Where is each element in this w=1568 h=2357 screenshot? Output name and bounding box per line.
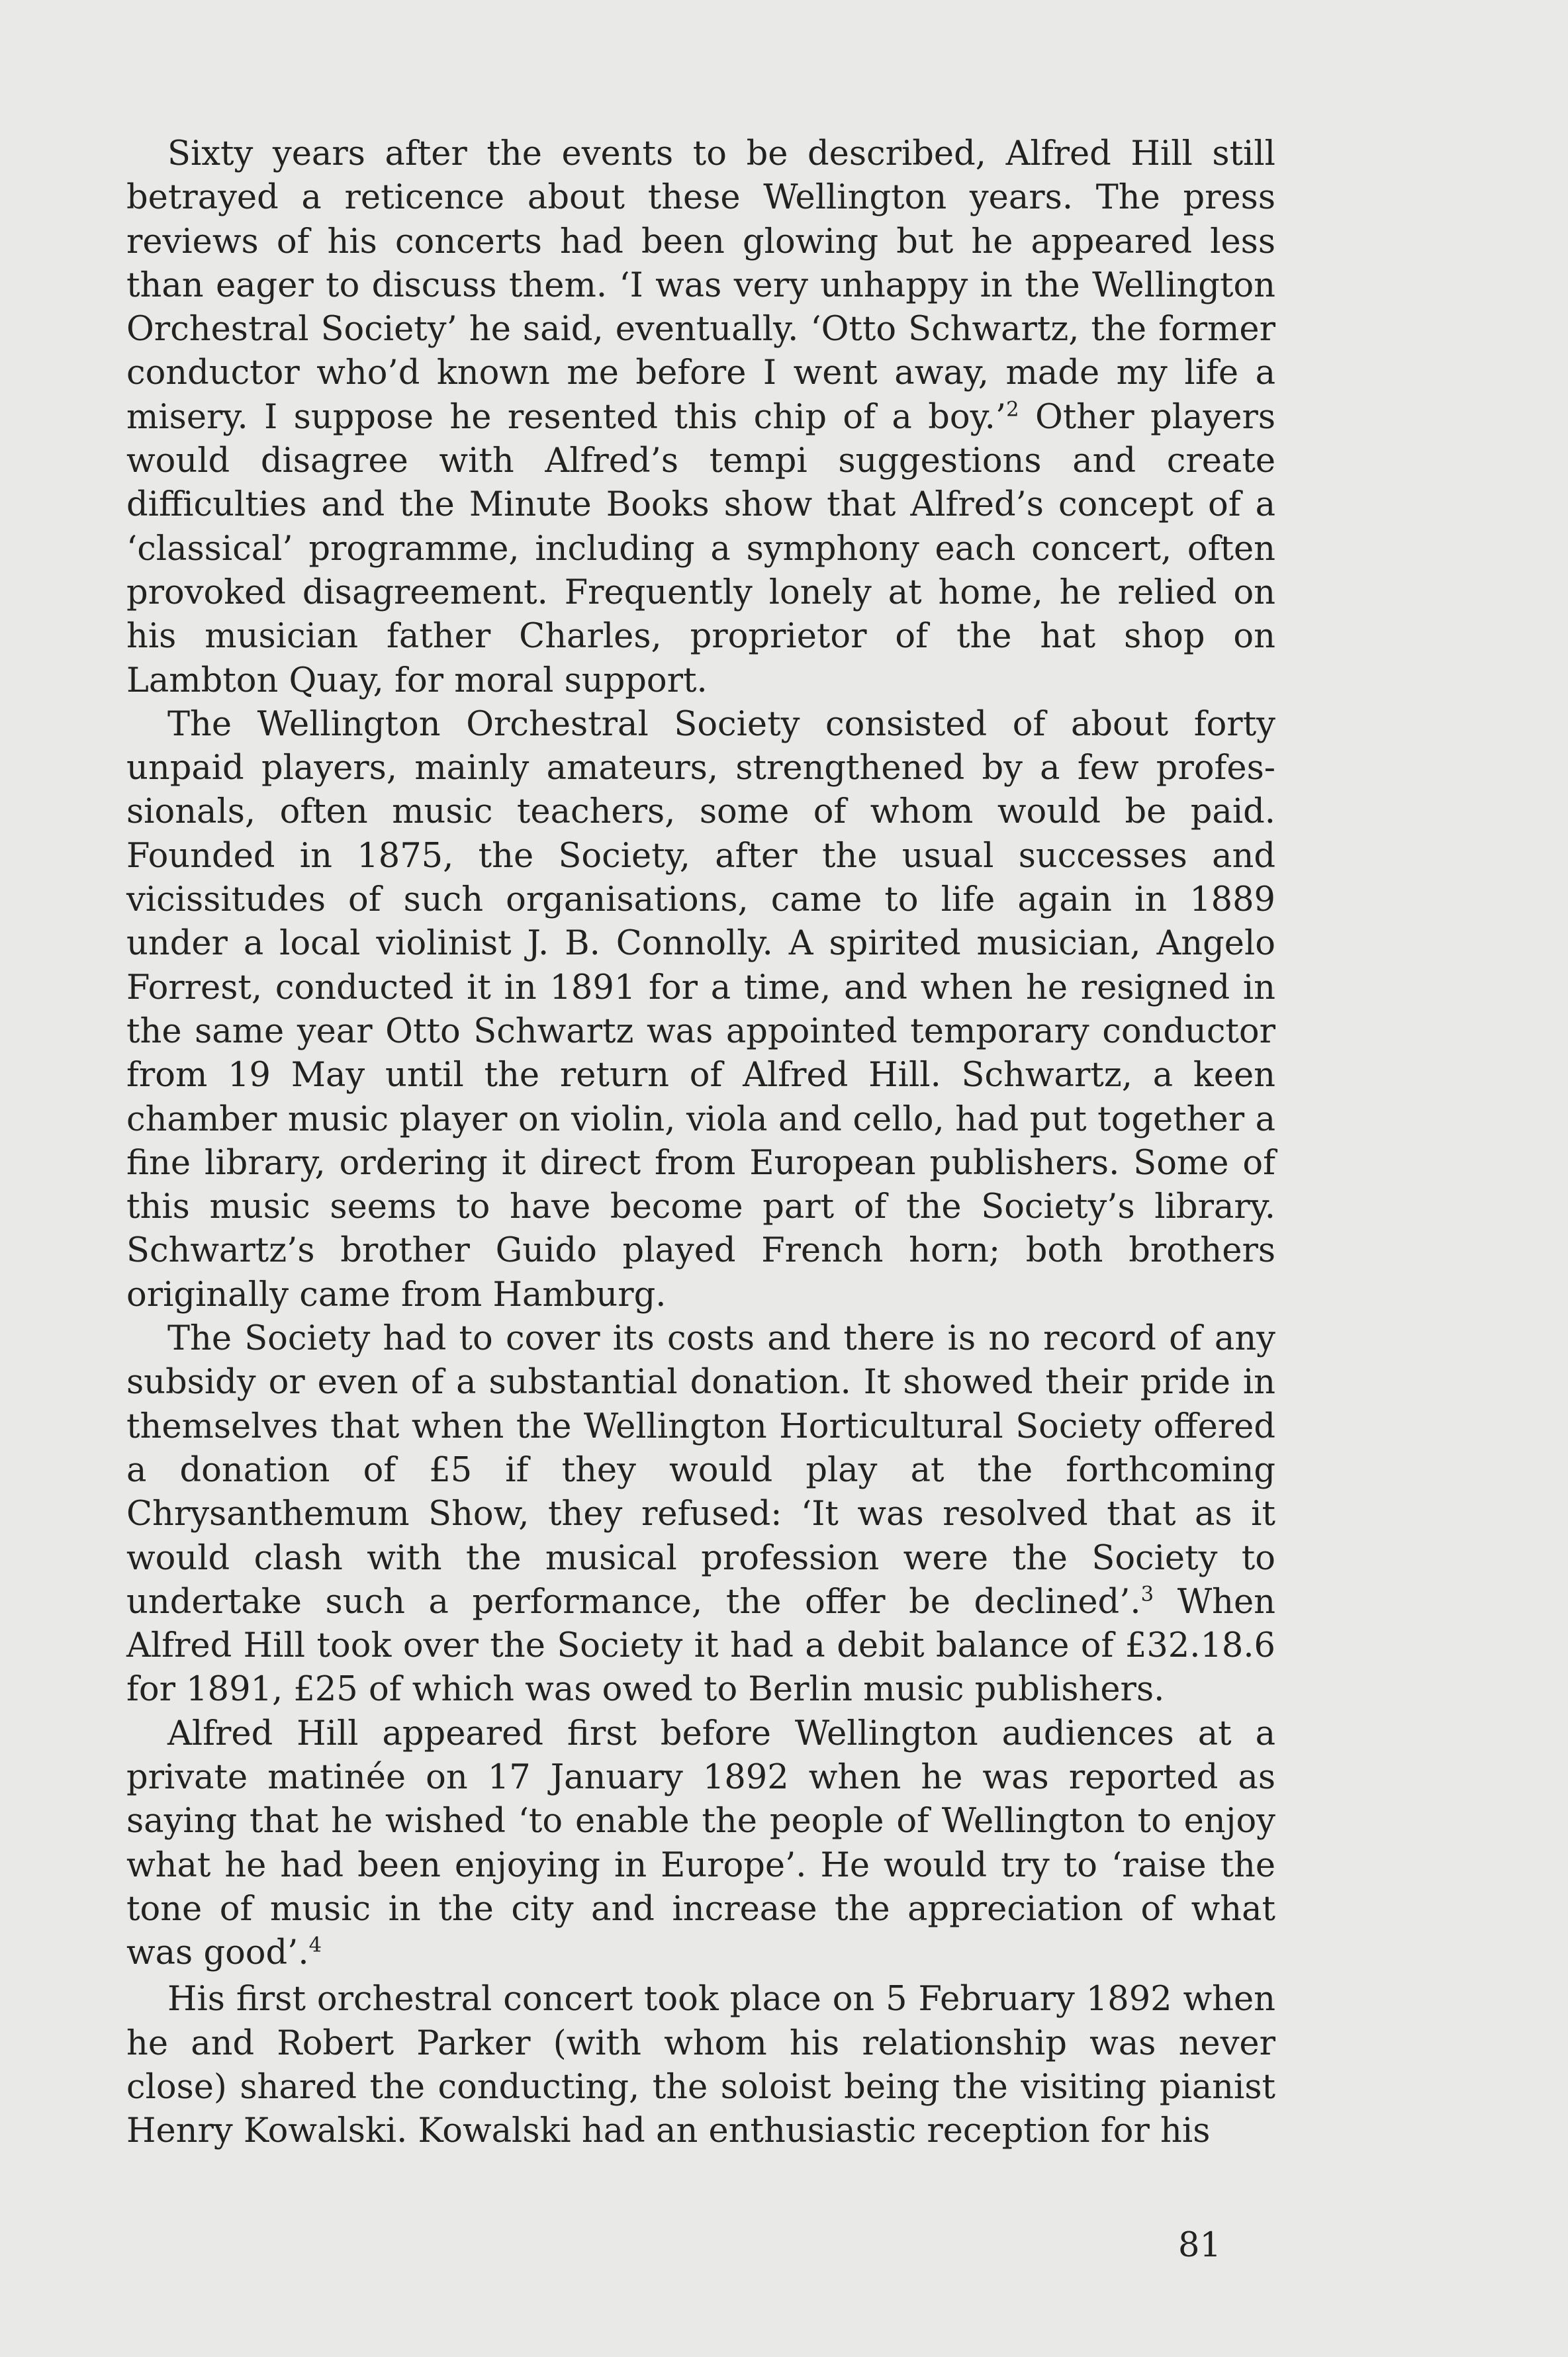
paragraph-2-text: The Wellington Orchestral Society consisted of about forty unpaid players, mainly amateurs, strengthened by a few professionals, often music teachers, some of whom would be paid. Founded in 1875, the Society, after the usual successes and vicissitudes of such organisations, came to life again in 1889 under a local violinist J. B. Connolly. A spirited musician, Angelo Forrest, conducted it in 1891 for a time, and when he resigned in the same year Otto Schwartz was appointed temporary conductor from 19 May until the return of Alfred Hill. Schwartz, a keen chamber music player on violin, viola and cello, had put together a fine library, ordering it direct from European publishers. Some of this music seems to have become part of the Society’s library. Schwartz’s brother Guido played French horn; both brothers originally came from Hamburg.: [126, 704, 1275, 1315]
page-number: 81: [1178, 2226, 1221, 2265]
paragraph-3-text-a: The Society had to cover its costs and there is no record of any subsidy or even of a substantial donation. It showed their pride in themselves that when the Wellington Horticultural Society offered a donation of £5 if they would play at the forthcoming Chrysanthemum Show, they refused: ‘It was resolved that as it would clash with the musical profession were the Society to undertake such a performance, the offer be declined’.: [126, 1319, 1275, 1622]
paragraph-4-text: Alfred Hill appeared first before Wellington audiences at a private matinée on 17 January 1892 when he was reported as saying that he wished ‘to enable the people of Wellington to enjoy what he had been enjoying in Europe’. He would try to ‘raise the tone of music in the city and increase the appreciation of what was good’.: [126, 1714, 1275, 1973]
footnote-ref-4: 4: [308, 1933, 322, 1957]
paragraph-1: [126, 132, 1275, 703]
paragraph-2: [126, 703, 1275, 1317]
paragraph-5-text: His first orchestral concert took place on 5 February 1892 when he and Robert Parker (with whom his relationship was never close) shared the conducting, the soloist being the visiting pianist Henry Kowalski. Kowalski had an enthusiastic reception for his: [126, 1980, 1275, 2151]
paragraph-3-text-b: When Alfred Hill took over the Society it had a debit balance of £32.18.6 for 1891, £25 of which was owed to Berlin music publishers.: [126, 1582, 1275, 1710]
paragraph-3: [126, 1317, 1275, 1712]
body-text: [126, 132, 1275, 2154]
paragraph-1-text-a: Sixty years after the events to be described, Alfred Hill still betrayed a reticence about these Wellington years. The press reviews of his concerts had been glowing but he appeared less than eager to discuss them. ‘I was very unhappy in the Wellington Orchestral Society’ he said, eventually. ‘Otto Schwartz, the former conductor who’d known me before I went away, made my life a misery. I suppose he resented this chip of a boy.’: [126, 134, 1275, 437]
paragraph-1-text-b: Other players would disagree with Alfred’s tempi suggestions and create difficulties and the Minute Books show that Alfred’s concept of a ‘classical’ programme, including a symphony each concert, often provoked disagreement. Frequently lonely at home, he relied on his musician father Charles, proprietor of the hat shop on Lambton Quay, for moral support.: [126, 397, 1275, 700]
paragraph-4: [126, 1712, 1275, 1976]
paragraph-5: [126, 1978, 1275, 2153]
footnote-ref-2: 2: [1006, 398, 1019, 422]
footnote-ref-3: 3: [1140, 1583, 1154, 1606]
